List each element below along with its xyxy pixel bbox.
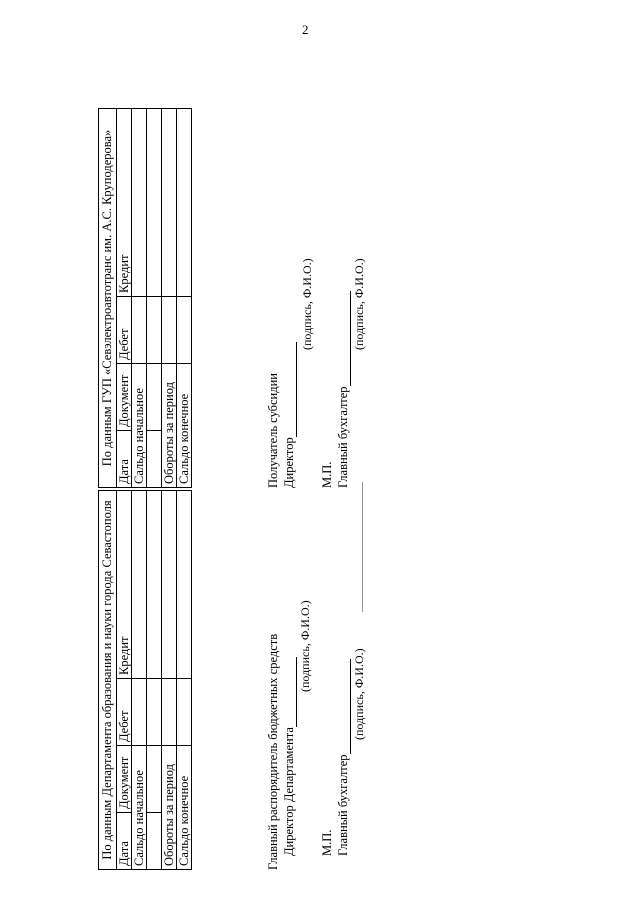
table-cell [177, 109, 192, 297]
column-header-credit: Кредит [117, 109, 132, 297]
accountant-label: Главный бухгалтер [336, 386, 350, 488]
director-label: Директор Департамента [282, 727, 296, 856]
rotated-page-content [70, 60, 560, 870]
signer-director-line [282, 657, 297, 856]
signer-role: Получатель субсидии [266, 373, 280, 488]
row-turnover: Обороты за период [162, 364, 177, 488]
table-title: По данным Департамента образования и науки города Севастополя [99, 491, 117, 870]
table-cell [132, 297, 147, 364]
signature-line [338, 659, 351, 754]
table-cell [147, 109, 162, 297]
table-cell [147, 491, 162, 679]
signer-accountant-line [336, 291, 351, 488]
director-label: Директор [282, 437, 296, 488]
table-cell [162, 491, 177, 679]
column-header-debit: Дебет [117, 679, 132, 746]
column-header-document: Документ [117, 746, 132, 813]
reconciliation-table-enterprise [98, 108, 192, 488]
table-cell [132, 491, 147, 679]
table-cell [132, 109, 147, 297]
table-cell [162, 109, 177, 297]
table-cell [147, 813, 162, 870]
table-cell [177, 491, 192, 679]
table-cell [162, 679, 177, 746]
table-cell [177, 297, 192, 364]
table-cell [147, 746, 162, 813]
table-title: По данным ГУП «Севэлектроавтотранс им. А.С. Круподерова» [99, 109, 117, 488]
signature-line [284, 657, 297, 727]
stamp-label: М.П. [320, 461, 334, 488]
table-cell [147, 364, 162, 431]
row-closing-balance: Сальдо конечное [177, 746, 192, 870]
table-cell [147, 431, 162, 488]
row-opening-balance: Сальдо начальное [132, 364, 147, 488]
table-cell [132, 679, 147, 746]
stamp-label: М.П. [320, 829, 334, 856]
signature-line [338, 291, 351, 386]
column-header-debit: Дебет [117, 297, 132, 364]
signature-caption: (подпись, Ф.И.О.) [352, 258, 366, 350]
signature-caption: (подпись, Ф.И.О.) [298, 600, 312, 692]
signature-line [284, 342, 297, 437]
signer-director-line [282, 342, 297, 488]
divider [362, 482, 363, 612]
table-cell [177, 679, 192, 746]
page-number: 2 [302, 22, 309, 37]
row-turnover: Обороты за период [162, 746, 177, 870]
signature-caption: (подпись, Ф.И.О.) [300, 258, 314, 350]
signature-caption: (подпись, Ф.И.О.) [352, 648, 366, 740]
row-opening-balance: Сальдо начальное [132, 746, 147, 870]
column-header-date: Дата [117, 813, 132, 870]
table-cell [147, 679, 162, 746]
accountant-label: Главный бухгалтер [336, 754, 350, 856]
row-closing-balance: Сальдо конечное [177, 364, 192, 488]
reconciliation-table-department [98, 490, 192, 870]
column-header-credit: Кредит [117, 491, 132, 679]
column-header-date: Дата [117, 431, 132, 488]
table-cell [147, 297, 162, 364]
signer-accountant-line [336, 659, 351, 856]
table-cell [162, 297, 177, 364]
column-header-document: Документ [117, 364, 132, 431]
signer-role: Главный распорядитель бюджетных средств [266, 633, 280, 870]
